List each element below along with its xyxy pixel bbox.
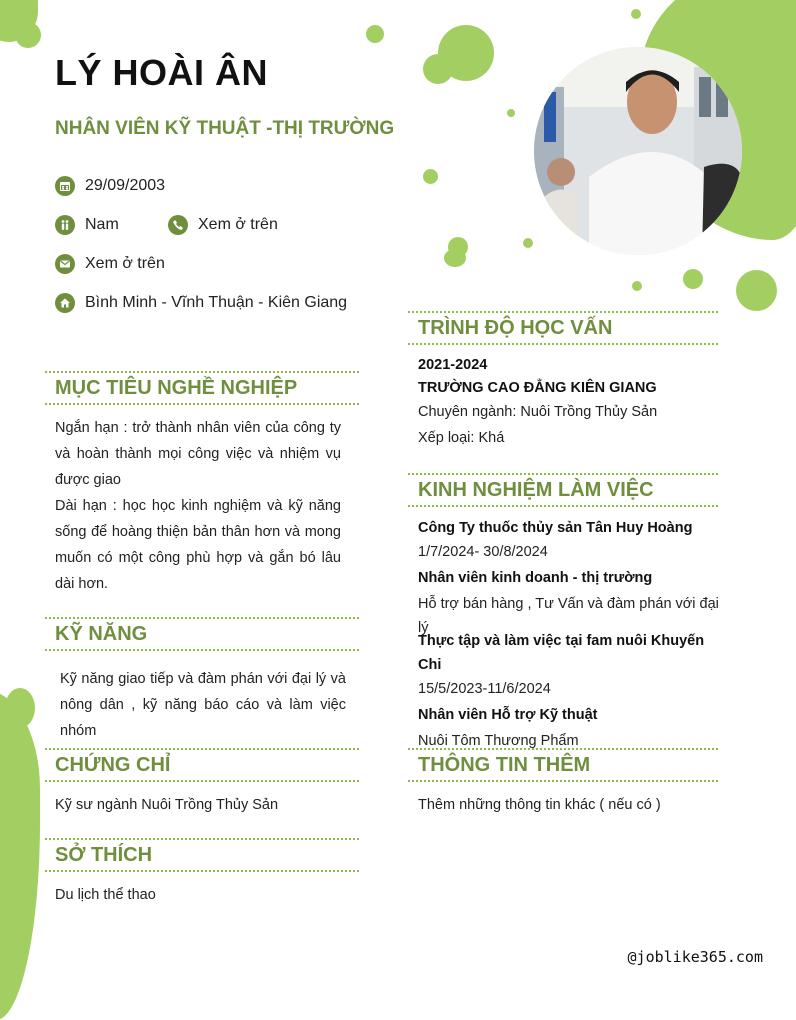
gender-row <box>55 215 119 235</box>
education-school: TRƯỜNG CAO ĐẲNG KIÊN GIANG <box>418 380 657 396</box>
job-dates: 1/7/2024- 30/8/2024 <box>418 544 548 560</box>
objective-section-header <box>45 371 359 405</box>
education-content <box>418 353 718 451</box>
skills-text: Kỹ năng giao tiếp và đàm phán với đại lý và nông dân , kỹ năng báo cáo và làm việc nhóm <box>60 671 346 739</box>
email-text[interactable]: Xem ở trên <box>85 255 165 272</box>
experience-job-2 <box>418 629 728 753</box>
address-text: Bình Minh - Vĩnh Thuận - Kiên Giang <box>85 294 348 311</box>
candidate-name: LÝ HOÀI ÂN <box>55 52 269 93</box>
deco-blob-left-top <box>5 688 35 728</box>
birthday-row <box>55 176 165 196</box>
education-rank: Xếp loại: Khá <box>418 430 505 446</box>
phone-icon <box>168 215 188 235</box>
job-role: Nhân viên Hỗ trợ Kỹ thuật <box>418 707 598 723</box>
deco-dot <box>423 169 438 184</box>
phone-row <box>168 215 278 235</box>
hobbies-text: Du lịch thể thao <box>55 887 156 903</box>
education-section-header <box>408 311 718 345</box>
deco-dot <box>736 270 777 311</box>
experience-section-header <box>408 473 718 507</box>
skills-title: KỸ NĂNG <box>55 622 148 645</box>
hobbies-section-header <box>45 838 359 872</box>
deco-dot <box>632 281 642 291</box>
deco-dot <box>523 238 533 248</box>
birthday-text: 29/09/2003 <box>85 177 166 194</box>
job-company: Thực tập và làm việc tại fam nuôi Khuyến Chi <box>418 633 705 673</box>
email-row <box>55 254 165 274</box>
extra-info-text: Thêm những thông tin khác ( nếu có ) <box>418 797 661 813</box>
deco-dot <box>15 22 41 48</box>
objective-title: MỤC TIÊU NGHỀ NGHIỆP <box>55 376 298 399</box>
phone-text[interactable]: Xem ở trên <box>198 216 278 233</box>
extra-info-title: THÔNG TIN THÊM <box>418 753 591 776</box>
experience-job-1 <box>418 516 728 640</box>
calendar-icon <box>55 176 75 196</box>
deco-dot <box>423 54 453 84</box>
profile-photo <box>534 47 742 255</box>
deco-dot <box>507 109 515 117</box>
hobbies-title: SỞ THÍCH <box>55 843 153 866</box>
gender-text: Nam <box>85 216 119 233</box>
deco-blob-left <box>0 690 40 1020</box>
email-icon <box>55 254 75 274</box>
job-company: Công Ty thuốc thủy sản Tân Huy Hoàng <box>418 520 693 536</box>
certificates-section-header <box>45 748 359 782</box>
objective-short-term: Ngắn hạn : trở thành nhân viên của công ty và hoàn thành mọi công việc và nhiệm vụ được giao <box>55 420 341 488</box>
education-major: Chuyên ngành: Nuôi Trồng Thủy Sản <box>418 404 658 420</box>
extra-info-section-header <box>408 748 718 782</box>
deco-dot <box>444 249 466 267</box>
deco-dot <box>631 9 641 19</box>
job-dates: 15/5/2023-11/6/2024 <box>418 681 551 697</box>
job-desc: Nuôi Tôm Thương Phẩm <box>418 733 579 749</box>
certificates-title: CHỨNG CHỈ <box>55 753 171 776</box>
experience-title: KINH NGHIỆM LÀM VIỆC <box>418 478 654 501</box>
deco-dot <box>366 25 384 43</box>
home-icon <box>55 293 75 313</box>
certificates-text: Kỹ sư ngành Nuôi Trồng Thủy Sản <box>55 797 279 813</box>
job-title: NHÂN VIÊN KỸ THUẬT -THỊ TRƯỜNG <box>55 118 395 139</box>
address-row <box>55 293 347 313</box>
skills-section-header <box>45 617 359 651</box>
deco-dot <box>683 269 703 289</box>
watermark: @joblike365.com <box>627 948 763 966</box>
education-title: TRÌNH ĐỘ HỌC VẤN <box>418 316 613 339</box>
objective-content <box>55 415 341 597</box>
objective-long-term: Dài hạn : học học kinh nghiệm và kỹ năng sống để hoàng thiện bản thân hơn và mong muốn có một công phù hợp và gắn bó lâu dài hơn. <box>55 498 341 592</box>
education-years: 2021-2024 <box>418 357 488 373</box>
job-role: Nhân viên kinh doanh - thị trường <box>418 570 653 586</box>
job-desc: Hỗ trợ bán hàng , Tư Vấn và đàm phán với đại lý <box>418 596 719 636</box>
gender-icon <box>55 215 75 235</box>
